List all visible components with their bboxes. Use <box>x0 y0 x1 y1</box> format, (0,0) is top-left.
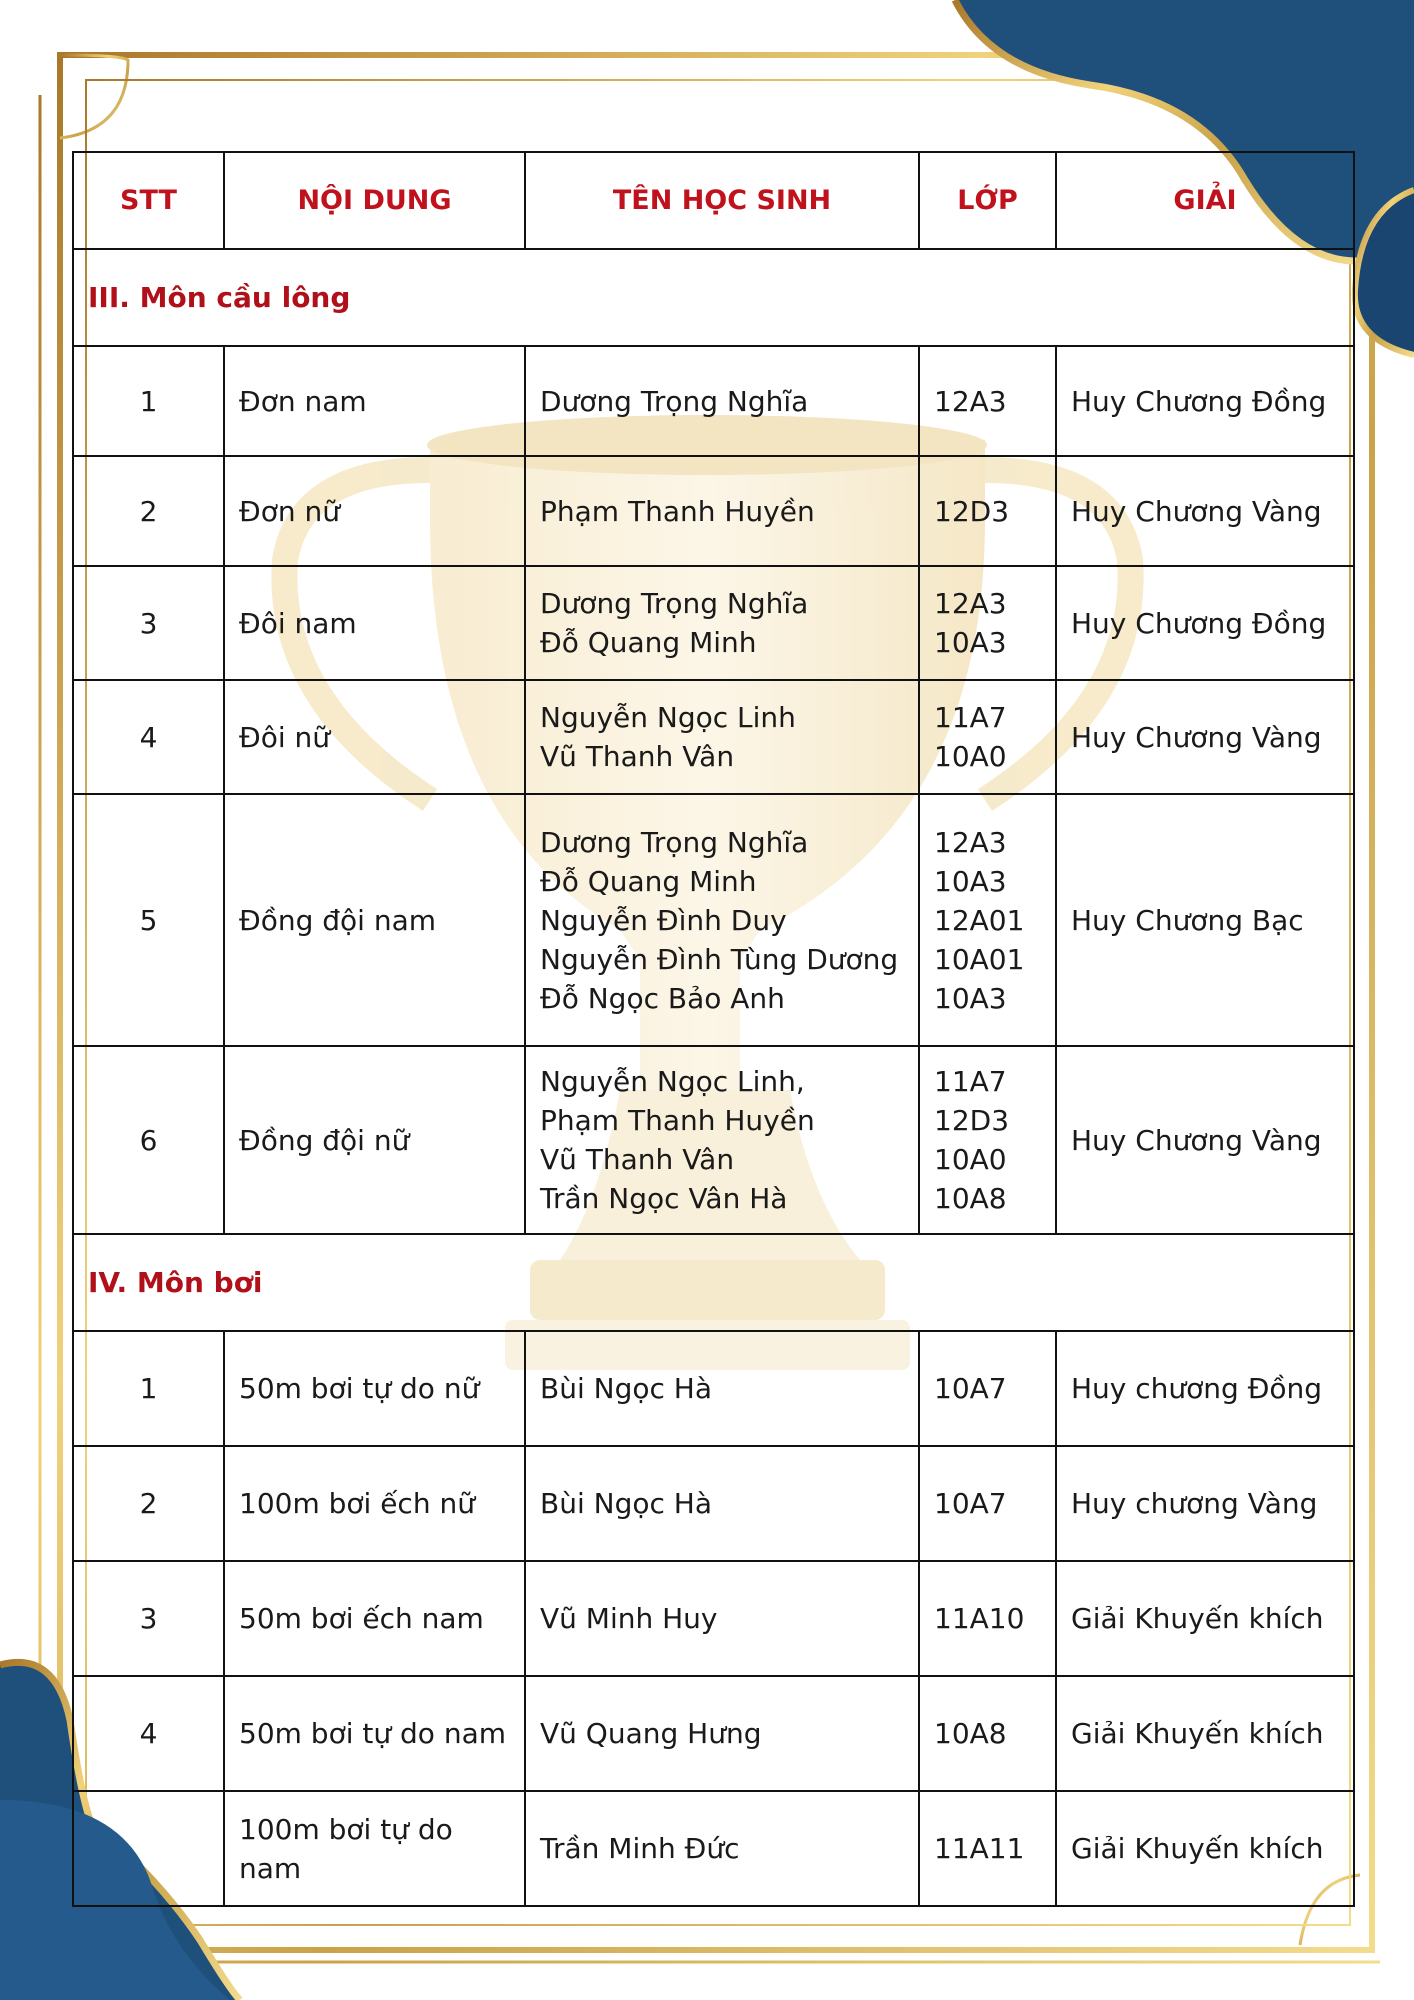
stt-cell: 1 <box>73 1331 224 1446</box>
class-cell <box>919 1791 1056 1906</box>
student-cell <box>525 1791 919 1906</box>
student-cell <box>525 1331 919 1446</box>
student-name: Đỗ Quang Minh <box>540 626 757 659</box>
table-row <box>73 794 1354 1046</box>
class-name: 12D3 <box>934 494 1010 528</box>
student-name: Vũ Thanh Vân <box>540 740 735 773</box>
class-name: 10A3 <box>934 981 1007 1015</box>
stt-cell: 4 <box>73 1676 224 1791</box>
table-row <box>73 1561 1354 1676</box>
student-name: Vũ Quang Hưng <box>540 1717 762 1750</box>
student-name: Phạm Thanh Huyền <box>540 1104 815 1137</box>
class-cell <box>919 1446 1056 1561</box>
prize-cell: Giải Khuyến khích <box>1056 1561 1354 1676</box>
class-cell <box>919 346 1056 456</box>
class-cell <box>919 566 1056 680</box>
content-cell: 50m bơi tự do nữ <box>224 1331 525 1446</box>
student-name: Nguyễn Đình Tùng Dương <box>540 942 899 976</box>
content-cell: Đôi nam <box>224 566 525 680</box>
student-name: Nguyễn Ngọc Linh <box>540 701 796 734</box>
content-cell: 50m bơi tự do nam <box>224 1676 525 1791</box>
prize-cell: Huy Chương Đồng <box>1056 346 1354 456</box>
stt-cell: 6 <box>73 1046 224 1234</box>
prize-cell: Huy Chương Vàng <box>1056 456 1354 566</box>
student-name: Dương Trọng Nghĩa <box>540 384 809 418</box>
student-cell <box>525 566 919 680</box>
prize-cell: Huy Chương Bạc <box>1056 794 1354 1046</box>
class-name: 12A3 <box>934 384 1007 418</box>
table-row <box>73 680 1354 794</box>
class-name: 12A3 <box>934 587 1007 620</box>
student-name: Bùi Ngọc Hà <box>540 1372 712 1405</box>
prize-cell: Huy Chương Vàng <box>1056 1046 1354 1234</box>
table-row <box>73 1331 1354 1446</box>
class-name: 12D3 <box>934 1104 1010 1137</box>
student-cell <box>525 1446 919 1561</box>
awards-table <box>72 151 1355 1907</box>
prize-cell: Huy chương Đồng <box>1056 1331 1354 1446</box>
content-cell: Đơn nam <box>224 346 525 456</box>
student-cell <box>525 1676 919 1791</box>
class-name: 10A01 <box>934 942 1025 976</box>
student-name: Trần Ngọc Vân Hà <box>540 1182 788 1215</box>
student-name: Vũ Thanh Vân <box>540 1143 735 1176</box>
table-row <box>73 1446 1354 1561</box>
section-row-badminton <box>73 249 1354 346</box>
student-cell <box>525 1046 919 1234</box>
table-row <box>73 1676 1354 1791</box>
stt-cell: 3 <box>73 1561 224 1676</box>
class-name: 11A11 <box>934 1832 1025 1865</box>
student-name: Bùi Ngọc Hà <box>540 1487 712 1520</box>
stt-cell: 2 <box>73 1446 224 1561</box>
header-student: TÊN HỌC SINH <box>525 152 919 249</box>
class-cell <box>919 456 1056 566</box>
header-prize: GIẢI <box>1056 152 1354 249</box>
student-name: Vũ Minh Huy <box>540 1602 718 1635</box>
header-class: LỚP <box>919 152 1056 249</box>
student-name: Phạm Thanh Huyền <box>540 494 815 528</box>
class-name: 10A0 <box>934 1143 1007 1176</box>
student-cell <box>525 1561 919 1676</box>
header-stt: STT <box>73 152 224 249</box>
section-title: IV. Môn bơi <box>73 1234 1354 1331</box>
content-cell: 50m bơi ếch nam <box>224 1561 525 1676</box>
student-cell <box>525 794 919 1046</box>
class-name: 10A3 <box>934 864 1007 898</box>
content-cell: 100m bơi ếch nữ <box>224 1446 525 1561</box>
student-cell <box>525 346 919 456</box>
student-name: Nguyễn Đình Duy <box>540 903 787 937</box>
stt-cell: 5 <box>73 794 224 1046</box>
content-cell: Đồng đội nam <box>224 794 525 1046</box>
prize-cell: Huy Chương Vàng <box>1056 680 1354 794</box>
class-name: 11A7 <box>934 701 1007 734</box>
stt-cell: 4 <box>73 680 224 794</box>
student-name: Dương Trọng Nghĩa <box>540 587 809 620</box>
class-cell <box>919 794 1056 1046</box>
student-name: Đỗ Quang Minh <box>540 864 757 898</box>
stt-cell: 2 <box>73 456 224 566</box>
stt-cell: 1 <box>73 346 224 456</box>
prize-cell: Huy Chương Đồng <box>1056 566 1354 680</box>
class-name: 10A7 <box>934 1372 1007 1405</box>
stt-cell <box>73 1791 224 1906</box>
class-name: 10A7 <box>934 1487 1007 1520</box>
section-title: III. Môn cầu lông <box>73 249 1354 346</box>
table-row <box>73 1791 1354 1906</box>
table-row <box>73 1046 1354 1234</box>
class-cell <box>919 1046 1056 1234</box>
content-cell: Đơn nữ <box>224 456 525 566</box>
student-name: Nguyễn Ngọc Linh, <box>540 1065 805 1098</box>
class-name: 12A3 <box>934 825 1007 859</box>
class-cell <box>919 1331 1056 1446</box>
stt-cell: 3 <box>73 566 224 680</box>
student-cell <box>525 680 919 794</box>
prize-cell: Giải Khuyến khích <box>1056 1791 1354 1906</box>
table-row <box>73 346 1354 456</box>
class-cell <box>919 1561 1056 1676</box>
student-name: Trần Minh Đức <box>540 1832 740 1865</box>
prize-cell: Giải Khuyến khích <box>1056 1676 1354 1791</box>
class-name: 10A8 <box>934 1182 1007 1215</box>
class-name: 10A0 <box>934 740 1007 773</box>
class-name: 11A7 <box>934 1065 1007 1098</box>
table-row <box>73 456 1354 566</box>
class-name: 12A01 <box>934 903 1025 937</box>
header-row <box>73 152 1354 249</box>
class-cell <box>919 680 1056 794</box>
student-name: Đỗ Ngọc Bảo Anh <box>540 981 785 1015</box>
student-name: Dương Trọng Nghĩa <box>540 825 809 859</box>
student-cell <box>525 456 919 566</box>
class-cell <box>919 1676 1056 1791</box>
table-row <box>73 566 1354 680</box>
class-name: 10A3 <box>934 626 1007 659</box>
content-cell: Đôi nữ <box>224 680 525 794</box>
header-content: NỘI DUNG <box>224 152 525 249</box>
content-cell: Đồng đội nữ <box>224 1046 525 1234</box>
section-row-swimming <box>73 1234 1354 1331</box>
content-cell: 100m bơi tự do nam <box>224 1791 525 1906</box>
class-name: 11A10 <box>934 1602 1025 1635</box>
prize-cell: Huy chương Vàng <box>1056 1446 1354 1561</box>
class-name: 10A8 <box>934 1717 1007 1750</box>
